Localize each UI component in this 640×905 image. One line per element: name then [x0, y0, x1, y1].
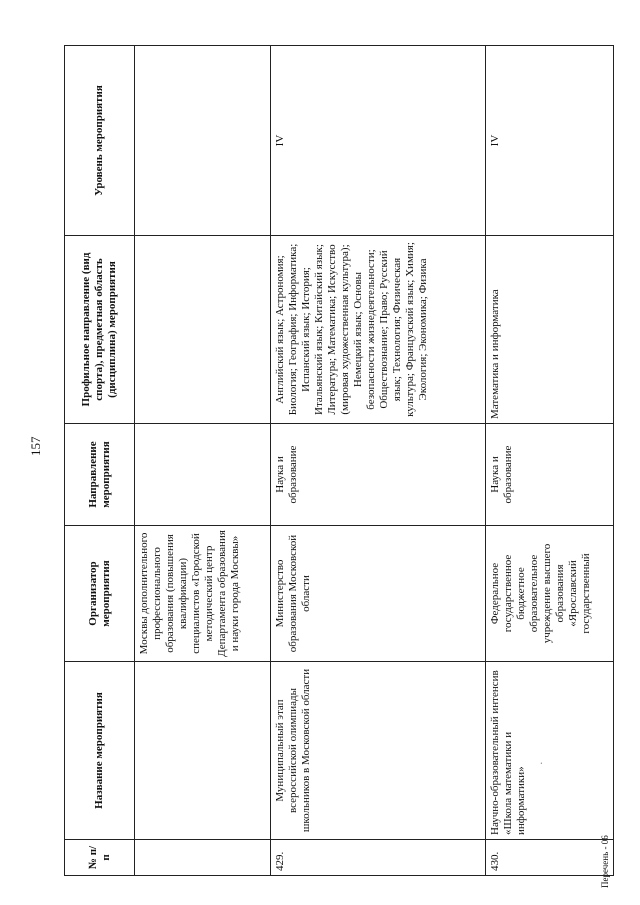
cell-direction: Наука и образование: [486, 424, 614, 526]
cell-level: [135, 46, 271, 236]
events-table: [64, 45, 614, 876]
cell-direction: Наука и образование: [271, 424, 486, 526]
events-table-container: [64, 46, 614, 876]
table-row: [135, 46, 271, 876]
cell-name-text: Научно-образовательный интенсив «Школа математики и информатики»: [489, 670, 527, 835]
cell-profile: [135, 236, 271, 424]
cell-profile: Математика и информатика: [486, 236, 614, 424]
scan-mark: ·: [536, 761, 548, 765]
cell-num: [135, 840, 271, 876]
cell-level: IV: [486, 46, 614, 236]
cell-profile: Английский язык; Астрономия; Биология; География; Информатика; Испанский язык; История; Итальянский язык; Китайский язык; Литература; Математика; Искусство (мировая художественная культура); Немецкий язык; Основы безопасности жизнедеятельности; Обществознание; Право; Русский язык; Технология; Физическая культура; Французский язык; Химия; Экология; Экономика; Физика: [271, 236, 486, 424]
header-profile: Профильное направление (вид спорта), предметная область (дисциплина) мероприятия: [65, 236, 135, 424]
table-header-row: [65, 46, 135, 876]
cell-direction: [135, 424, 271, 526]
header-level: Уровень мероприятия: [65, 46, 135, 236]
header-organizer: Организатор мероприятия: [65, 526, 135, 662]
header-name: Название мероприятия: [65, 662, 135, 840]
table-row: [271, 46, 486, 876]
cell-num: 430.: [486, 840, 614, 876]
cell-num: 429.: [271, 840, 486, 876]
header-direction: Направление мероприятия: [65, 424, 135, 526]
cell-name: [486, 662, 614, 840]
header-num: № п/п: [65, 840, 135, 876]
page-number: 157: [28, 436, 43, 456]
footer-label: Перечень - 06: [600, 835, 610, 888]
cell-organizer: Федеральное государственное бюджетное образовательное учреждение высшего образования «Ярославский государственный: [486, 526, 614, 662]
cell-name: [135, 662, 271, 840]
cell-organizer: Москвы дополнительного профессионального образования (повышения квалификации) специалистов «Городской методический центр Департамента образования и науки города Москвы»: [135, 526, 271, 662]
cell-organizer: Министерство образования Московской области: [271, 526, 486, 662]
cell-name: Муниципальный этап всероссийской олимпиады школьников в Московской области: [271, 662, 486, 840]
table-row: [486, 46, 614, 876]
cell-level: IV: [271, 46, 486, 236]
